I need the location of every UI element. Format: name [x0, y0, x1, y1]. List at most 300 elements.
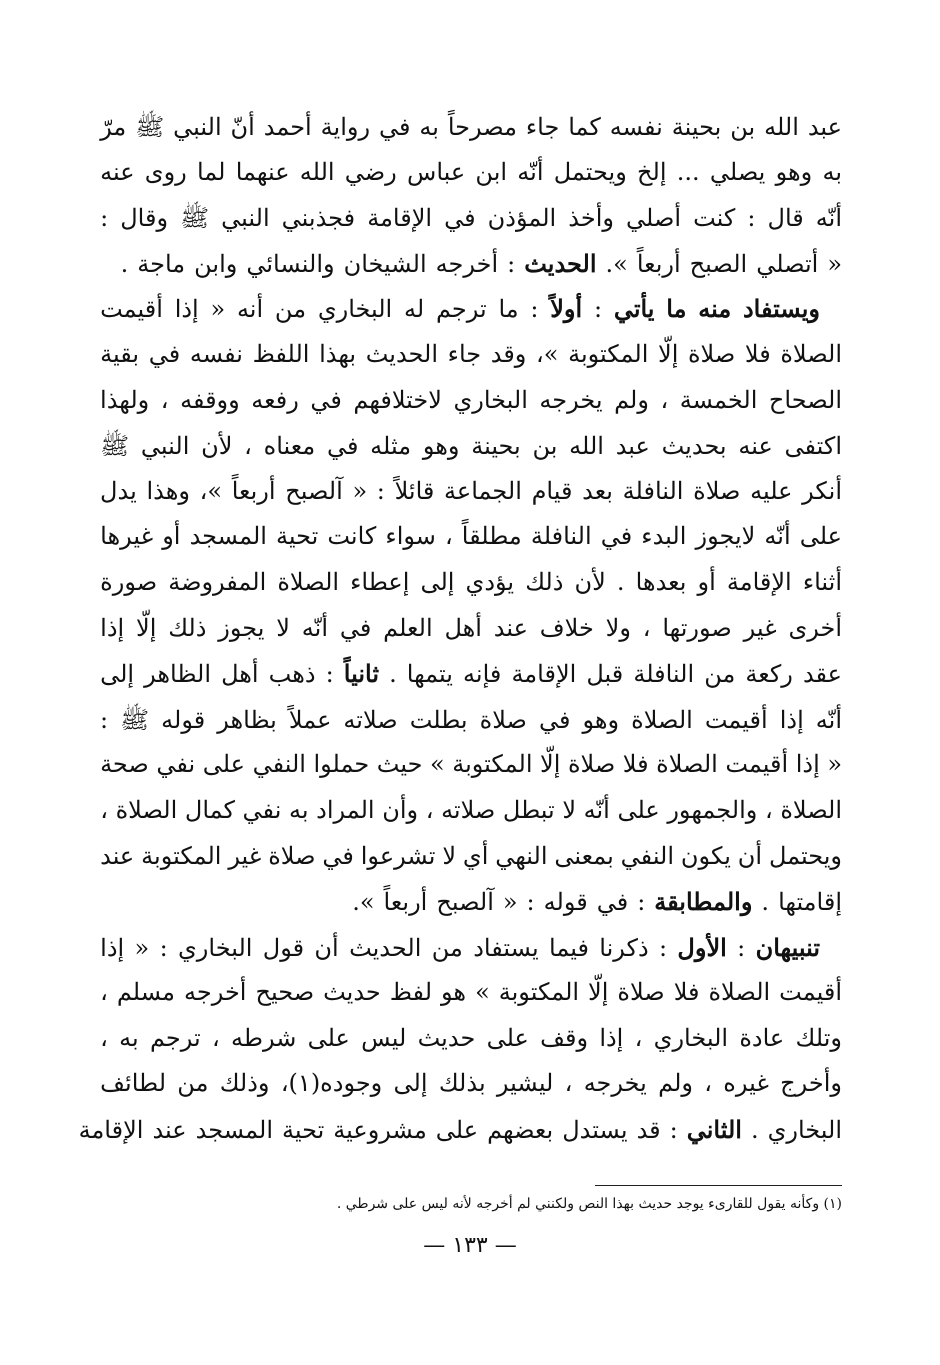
word: فلا: [744, 339, 771, 368]
word: تحية: [276, 522, 319, 551]
word: ما: [498, 295, 519, 324]
word: على: [617, 795, 660, 824]
word: لاختلافهم: [353, 385, 442, 414]
word: المكتوبة: [568, 339, 649, 368]
word: ويحتمل: [553, 157, 627, 186]
word: ،: [704, 1069, 712, 1098]
word: صحة: [100, 750, 149, 779]
word: أهل: [444, 613, 482, 642]
word: «: [134, 933, 150, 962]
word: عباس: [407, 157, 466, 186]
word: يجوز: [218, 613, 265, 642]
word: ...: [676, 157, 700, 186]
word: في: [339, 613, 372, 642]
word: ذلك: [168, 613, 207, 642]
word: أنه: [236, 295, 264, 324]
word: المكتوبة: [452, 750, 533, 779]
word: المراد: [316, 795, 375, 824]
word: إلى: [100, 660, 135, 689]
word: :: [100, 705, 109, 734]
word: إلى: [420, 567, 455, 596]
word: .: [616, 567, 625, 596]
text-line: [100, 705, 842, 751]
word: صلاة: [617, 978, 665, 1007]
word: أن: [314, 933, 339, 962]
word: كانت: [327, 522, 377, 551]
word: المفروضة: [168, 567, 267, 596]
word: على: [202, 750, 246, 779]
word: ،: [100, 795, 108, 824]
word: عنهما: [235, 157, 290, 186]
word: أربعاً: [383, 888, 428, 917]
word: لما: [196, 157, 226, 186]
word: قول: [262, 933, 305, 962]
word: »: [429, 750, 445, 779]
word: البخاري: [178, 933, 253, 962]
word: يخرجه: [539, 385, 603, 414]
word: «: [210, 295, 226, 324]
word: ولهذا: [100, 385, 150, 414]
word: .: [750, 1116, 759, 1145]
word: على: [307, 1023, 350, 1052]
word: وأخذ: [568, 204, 614, 233]
text-line: [100, 659, 842, 705]
text-line: [100, 614, 842, 660]
text-line: [100, 1024, 842, 1070]
word: إلّا: [588, 978, 609, 1007]
word: أقيمت: [704, 705, 768, 734]
word: في: [326, 432, 359, 461]
word: إذا: [599, 1023, 624, 1052]
word: ».: [352, 888, 375, 917]
word: البدء: [641, 522, 687, 551]
word: :: [325, 660, 334, 689]
word: :: [507, 249, 516, 278]
word: صورة: [100, 567, 158, 596]
word: «: [827, 249, 842, 278]
word: غير: [743, 613, 777, 642]
word: شرطه: [231, 1023, 297, 1052]
word: غيره: [723, 1069, 769, 1098]
word: ووقفه: [180, 385, 240, 414]
word: إلخ: [637, 157, 667, 186]
text-line: [100, 522, 842, 568]
word: أربعاً: [231, 476, 276, 505]
word: عند: [152, 1116, 187, 1145]
word: وأخرج: [780, 1069, 842, 1098]
text-line: [100, 112, 842, 158]
word: »،: [199, 476, 223, 505]
word: :: [526, 888, 535, 917]
word: أصلي: [626, 204, 682, 233]
word: عند: [493, 613, 528, 642]
word: أنّه: [815, 705, 842, 734]
word: أقيمت: [100, 295, 163, 324]
word: يستفاد: [473, 933, 539, 962]
word: وتلك: [795, 1023, 842, 1052]
word: الصلاة: [631, 705, 693, 734]
word: أنّه: [764, 522, 791, 551]
page-body: [78, 112, 842, 1161]
word: «: [502, 888, 518, 917]
word: يدل: [100, 476, 137, 505]
word: به: [419, 113, 439, 141]
word: بعضهم: [487, 1116, 554, 1145]
word: النافلة: [622, 476, 684, 505]
word: ،: [660, 385, 669, 414]
word: روى: [144, 157, 187, 186]
word: الثاني: [686, 1115, 742, 1145]
word: ليس: [361, 1023, 407, 1052]
word: فجذبني: [281, 204, 356, 233]
word: عادة: [739, 1023, 785, 1052]
word: ذكرنا: [599, 933, 649, 962]
word: النافلة: [530, 522, 592, 551]
text-line: [100, 431, 842, 477]
word: الشيخان: [343, 249, 427, 278]
text-line: [100, 750, 842, 796]
word: رضي: [344, 157, 397, 186]
word: بهذا: [319, 339, 357, 368]
word: الصلاة: [780, 795, 842, 824]
word: في: [148, 339, 181, 368]
word: قائلاً: [394, 476, 435, 505]
word: بحينة: [471, 432, 521, 461]
word: النبي: [221, 204, 270, 233]
word: وقد: [490, 339, 527, 368]
word: يأتي: [613, 294, 655, 324]
word: وأن: [382, 795, 419, 824]
word: يؤدي: [465, 567, 515, 596]
word: «: [352, 476, 368, 505]
word: على: [799, 522, 842, 551]
word: العلم: [383, 613, 433, 642]
word: ،: [211, 1023, 220, 1052]
word: ،: [764, 795, 773, 824]
word: والنسائي: [246, 249, 335, 278]
word: والمطابقة: [654, 887, 753, 917]
word: الجماعة: [444, 476, 522, 505]
word: عنه: [100, 157, 135, 186]
word: ﷺ: [120, 705, 150, 734]
word: إقامتها: [778, 888, 842, 917]
word: النافلة: [633, 660, 695, 689]
word: لفظ: [389, 978, 432, 1007]
word: أو: [162, 522, 181, 551]
word: مسلم: [116, 978, 176, 1007]
word: أربعاً: [636, 249, 681, 278]
word: أنّه: [517, 157, 544, 186]
word: أخرى: [788, 613, 842, 642]
word: :: [737, 933, 746, 962]
word: الصبح: [689, 249, 748, 278]
word: تحية: [281, 1116, 325, 1145]
word: وذلك: [219, 1069, 270, 1098]
word: ليشير: [496, 1069, 554, 1098]
word: :: [747, 204, 756, 233]
word: من: [177, 1069, 209, 1098]
word: بحديث: [661, 432, 727, 461]
word: تنبيهان: [755, 932, 820, 962]
word: غيرها: [100, 522, 154, 551]
text-line: [100, 568, 842, 614]
word: الصلاة: [277, 567, 340, 596]
word: صلاة: [687, 339, 736, 368]
word: تبطل: [502, 795, 555, 824]
word: ذلك: [525, 567, 564, 596]
word: أنّه: [583, 795, 610, 824]
word: قيام: [531, 476, 573, 505]
word: اللفظ: [252, 339, 310, 368]
word: بظاهر: [217, 705, 277, 734]
word: عقد: [802, 660, 842, 689]
word: الصحاح: [768, 385, 842, 414]
footnote: (١) وكأنه يقول للقارىء يوجد حديث بهذا النص ولكنني لم أخرجه لأنه ليس على شرطي .: [336, 1196, 842, 1212]
word: على: [435, 1116, 479, 1145]
word: ابن: [475, 157, 508, 186]
word: جاء: [447, 339, 482, 368]
word: بحينة: [671, 113, 722, 141]
word: أتصلي: [756, 249, 819, 278]
word: الصلاة: [780, 339, 842, 368]
word: بعدها: [635, 567, 687, 596]
word: أحمد: [263, 113, 312, 141]
text-line: [100, 933, 842, 979]
word: :: [100, 204, 109, 233]
word: وجوده(١)،: [280, 1069, 383, 1098]
word: :: [658, 933, 668, 962]
word: من: [274, 295, 307, 324]
word: قال: [767, 204, 804, 233]
word: أي: [462, 841, 489, 870]
word: ،: [100, 978, 108, 1007]
word: ،: [425, 795, 434, 824]
text-line: [100, 978, 842, 1024]
word: كمال: [184, 795, 235, 824]
footnote-divider: [595, 1185, 842, 1186]
word: أنّه: [815, 204, 842, 233]
word: :: [530, 295, 539, 324]
word: آلصبح: [436, 888, 494, 917]
word: أهل: [221, 660, 259, 689]
word: أن: [737, 841, 763, 870]
word: والجمهور: [667, 795, 758, 824]
word: في: [600, 522, 633, 551]
word: بعد: [582, 476, 613, 505]
word: أنكر: [802, 476, 842, 505]
word: به: [288, 795, 309, 824]
word: النهي: [495, 841, 548, 870]
text-line: [100, 477, 842, 523]
word: ﷺ: [135, 113, 165, 141]
word: حيث: [376, 750, 423, 779]
word: يتمها: [406, 660, 453, 689]
word: أخرجه: [184, 978, 247, 1007]
text-line: [100, 842, 842, 888]
word: آلصبح: [285, 476, 343, 505]
word: إلى: [393, 1069, 428, 1098]
word: مثله: [370, 432, 412, 461]
word: صلاة: [479, 705, 527, 734]
word: إذا: [100, 933, 125, 962]
word: ولا: [605, 613, 631, 642]
word: المؤذن: [487, 204, 557, 233]
word: ما: [666, 294, 687, 324]
word: البخاري: [767, 1116, 842, 1145]
word: الله: [299, 157, 335, 186]
word: في: [310, 385, 342, 414]
word: :: [593, 295, 603, 324]
word: صلاته: [441, 795, 496, 824]
word: ﷺ: [180, 204, 210, 233]
word: قوله: [161, 705, 206, 734]
word: هو: [441, 978, 467, 1007]
word: من: [704, 660, 736, 689]
word: أقيمت: [779, 978, 842, 1007]
word: «: [827, 750, 842, 779]
word: ركعة: [745, 660, 793, 689]
word: الأول: [677, 932, 727, 962]
word: :: [159, 933, 168, 962]
word: الحديث: [365, 339, 439, 368]
text-line: [100, 294, 842, 340]
word: رواية: [320, 113, 371, 141]
word: إذا: [779, 705, 804, 734]
word: لا: [442, 841, 457, 870]
word: يستدل: [562, 1116, 628, 1145]
word: يخرجه: [583, 1069, 647, 1098]
word: »،: [536, 339, 559, 368]
word: فإنه: [463, 660, 502, 689]
word: ثانياً: [343, 659, 380, 689]
word: فلا: [622, 750, 649, 779]
word: جاء: [525, 113, 560, 141]
word: ترجم: [435, 295, 487, 324]
word: الخمسة: [679, 385, 758, 414]
word: مصرحاً: [447, 113, 517, 141]
word: »: [475, 978, 490, 1007]
word: على: [486, 1023, 529, 1052]
word: ،: [444, 522, 453, 551]
word: عند: [100, 841, 135, 870]
word: الحديث: [349, 933, 422, 962]
text-line: [78, 1115, 842, 1161]
word: الحديث: [524, 248, 597, 278]
word: إعطاء: [350, 567, 410, 596]
word: الإقامة: [726, 567, 792, 596]
word: نفي: [156, 750, 196, 779]
word: اكتفى: [784, 432, 842, 461]
word: لأن: [574, 567, 606, 596]
text-line: [100, 340, 842, 386]
word: .: [389, 660, 397, 689]
word: إلّا: [658, 339, 679, 368]
word: صورتها: [662, 613, 732, 642]
word: أو: [697, 567, 716, 596]
word: ،: [100, 1023, 108, 1052]
word: عبد: [807, 113, 842, 141]
word: مشروعية: [333, 1116, 427, 1145]
word: بذلك: [438, 1069, 486, 1098]
word: ولم: [658, 1069, 693, 1098]
word: لايجوز: [695, 522, 756, 551]
word: حديث: [417, 1023, 476, 1052]
word: لأن: [201, 432, 233, 461]
word: مرّ: [100, 113, 127, 141]
word: حملوا: [313, 750, 370, 779]
word: عليه: [750, 476, 793, 505]
word: وهو: [582, 705, 620, 734]
word: إذا: [100, 613, 125, 642]
word: غير: [228, 841, 262, 870]
word: المسجد: [195, 1116, 273, 1145]
word: من: [431, 933, 463, 962]
word: النبي: [140, 432, 190, 461]
text-line: [100, 1069, 842, 1115]
word: وهو: [775, 157, 813, 186]
word: :: [376, 476, 385, 505]
word: إلّا: [540, 750, 561, 779]
word: وقف: [540, 1023, 589, 1052]
word: يصلي: [709, 157, 766, 186]
word: ولم: [614, 385, 649, 414]
word: نفسه: [189, 339, 243, 368]
page-number: — ١٣٣ —: [423, 1233, 517, 1258]
word: وقال: [120, 204, 169, 233]
word: وابن: [194, 249, 238, 278]
word: إلّا: [136, 613, 157, 642]
word: في: [596, 888, 629, 917]
word: في: [378, 113, 411, 141]
word: ﷺ: [100, 432, 130, 461]
word: الصلاة: [115, 795, 178, 824]
text-line: [100, 158, 842, 204]
word: يكون: [680, 841, 731, 870]
word: البخاري: [317, 295, 393, 324]
word: ذهب: [268, 660, 316, 689]
word: .: [120, 249, 129, 278]
word: بن: [730, 113, 756, 141]
word: ماجة: [137, 249, 186, 278]
word: أقيمت: [725, 750, 789, 779]
word: الإقامة: [367, 204, 433, 233]
word: :: [669, 1116, 678, 1145]
word: كما: [568, 113, 601, 141]
word: :: [637, 888, 646, 917]
word: ويحتمل: [768, 841, 842, 870]
word: الإقامة: [78, 1116, 144, 1145]
word: فيما: [549, 933, 589, 962]
word: لا: [562, 795, 577, 824]
word: ،: [642, 613, 651, 642]
word: أنّ: [230, 113, 255, 141]
word: به: [822, 157, 842, 186]
word: عملاً: [288, 705, 332, 734]
word: البخاري: [453, 385, 528, 414]
word: نفي: [242, 795, 282, 824]
word: الله: [764, 113, 799, 141]
word: النفي: [620, 841, 675, 870]
word: لا: [276, 613, 290, 642]
text-line: [100, 249, 842, 295]
word: ويستفاد: [742, 294, 820, 324]
word: .: [761, 888, 770, 917]
word: كنت: [693, 204, 736, 233]
word: بن: [532, 432, 558, 461]
word: عبد: [615, 432, 650, 461]
word: أولاً: [550, 294, 583, 324]
word: ».: [605, 249, 628, 278]
